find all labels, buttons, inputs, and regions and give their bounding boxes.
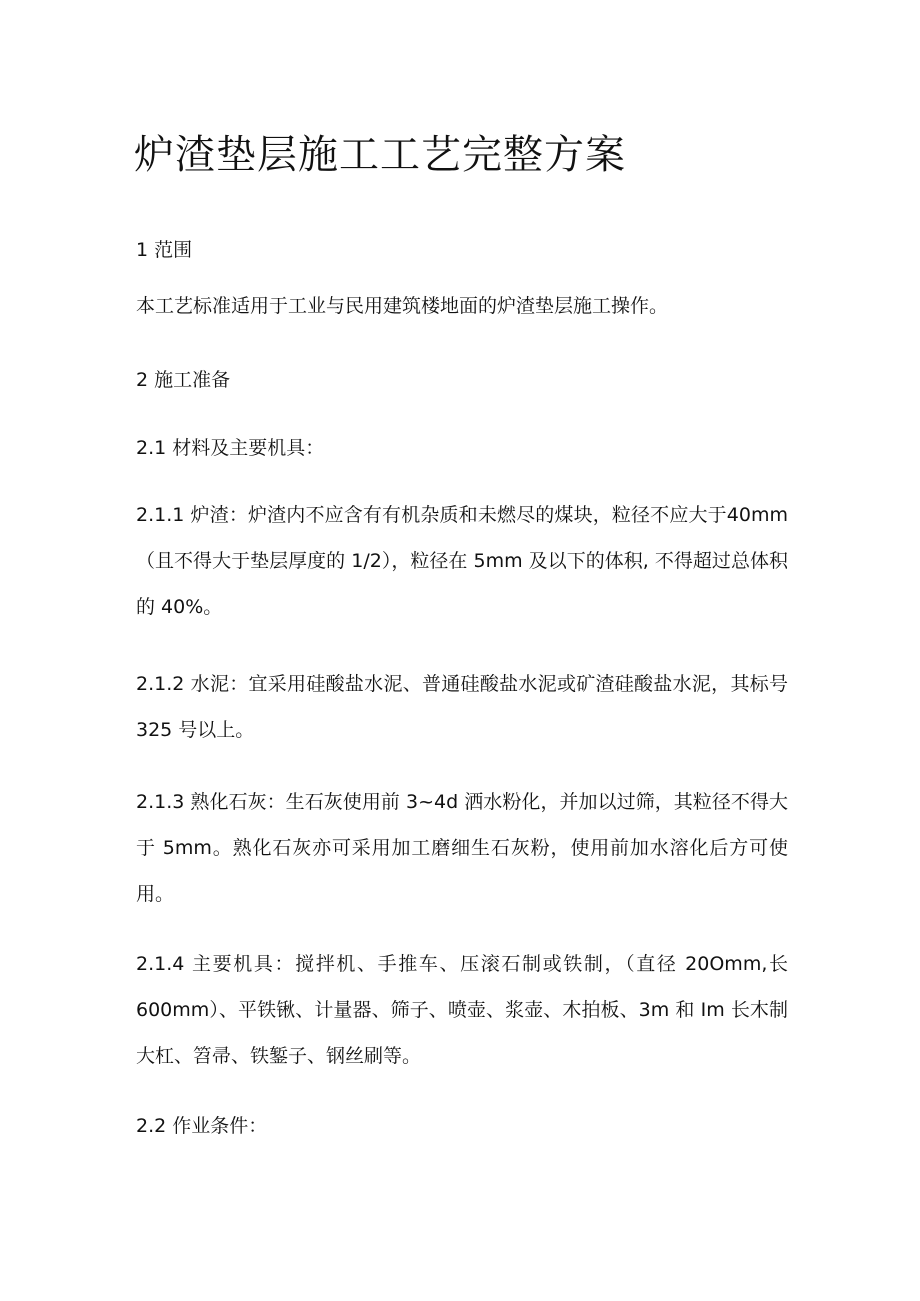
paragraph-scope-text: 本工艺标准适用于工业与民用建筑楼地面的炉渣垫层施工操作。 bbox=[136, 295, 669, 317]
section-heading-scope: 1 范围 bbox=[136, 239, 193, 261]
subsection-heading-conditions: 2.2 作业条件： bbox=[136, 1115, 268, 1137]
subsection-heading-materials: 2.1 材料及主要机具： bbox=[136, 437, 325, 459]
document-title: 炉渣垫层施工工艺完整方案 bbox=[134, 132, 626, 178]
paragraph-slag: 2.1.1 炉渣：炉渣内不应含有有机杂质和未燃尽的煤块，粒径不应大于40mm（且不得大于垫层厚度的 1/2），粒径在 5mm 及以下的体积, 不得超过总体积的 40%。 bbox=[136, 504, 788, 618]
section-heading-preparation: 2 施工准备 bbox=[136, 369, 231, 391]
paragraph-lime: 2.1.3 熟化石灰：生石灰使用前 3~4d 洒水粉化，并加以过筛，其粒径不得大于 5mm。熟化石灰亦可采用加工磨细生石灰粉，使用前加水溶化后方可使用。 bbox=[136, 791, 788, 905]
paragraph-cement: 2.1.2 水泥：宜采用硅酸盐水泥、普通硅酸盐水泥或矿渣硅酸盐水泥，其标号 325 号以上。 bbox=[136, 673, 788, 741]
paragraph-tools: 2.1.4 主要机具：搅拌机、手推车、压滚石制或铁制，（直径 20Omm,长600mm）、平铁锹、计量器、筛子、喷壶、浆壶、木拍板、3m 和 Im 长木制大杠、笤帚、铁錾子、钢丝刷等。 bbox=[136, 953, 788, 1067]
